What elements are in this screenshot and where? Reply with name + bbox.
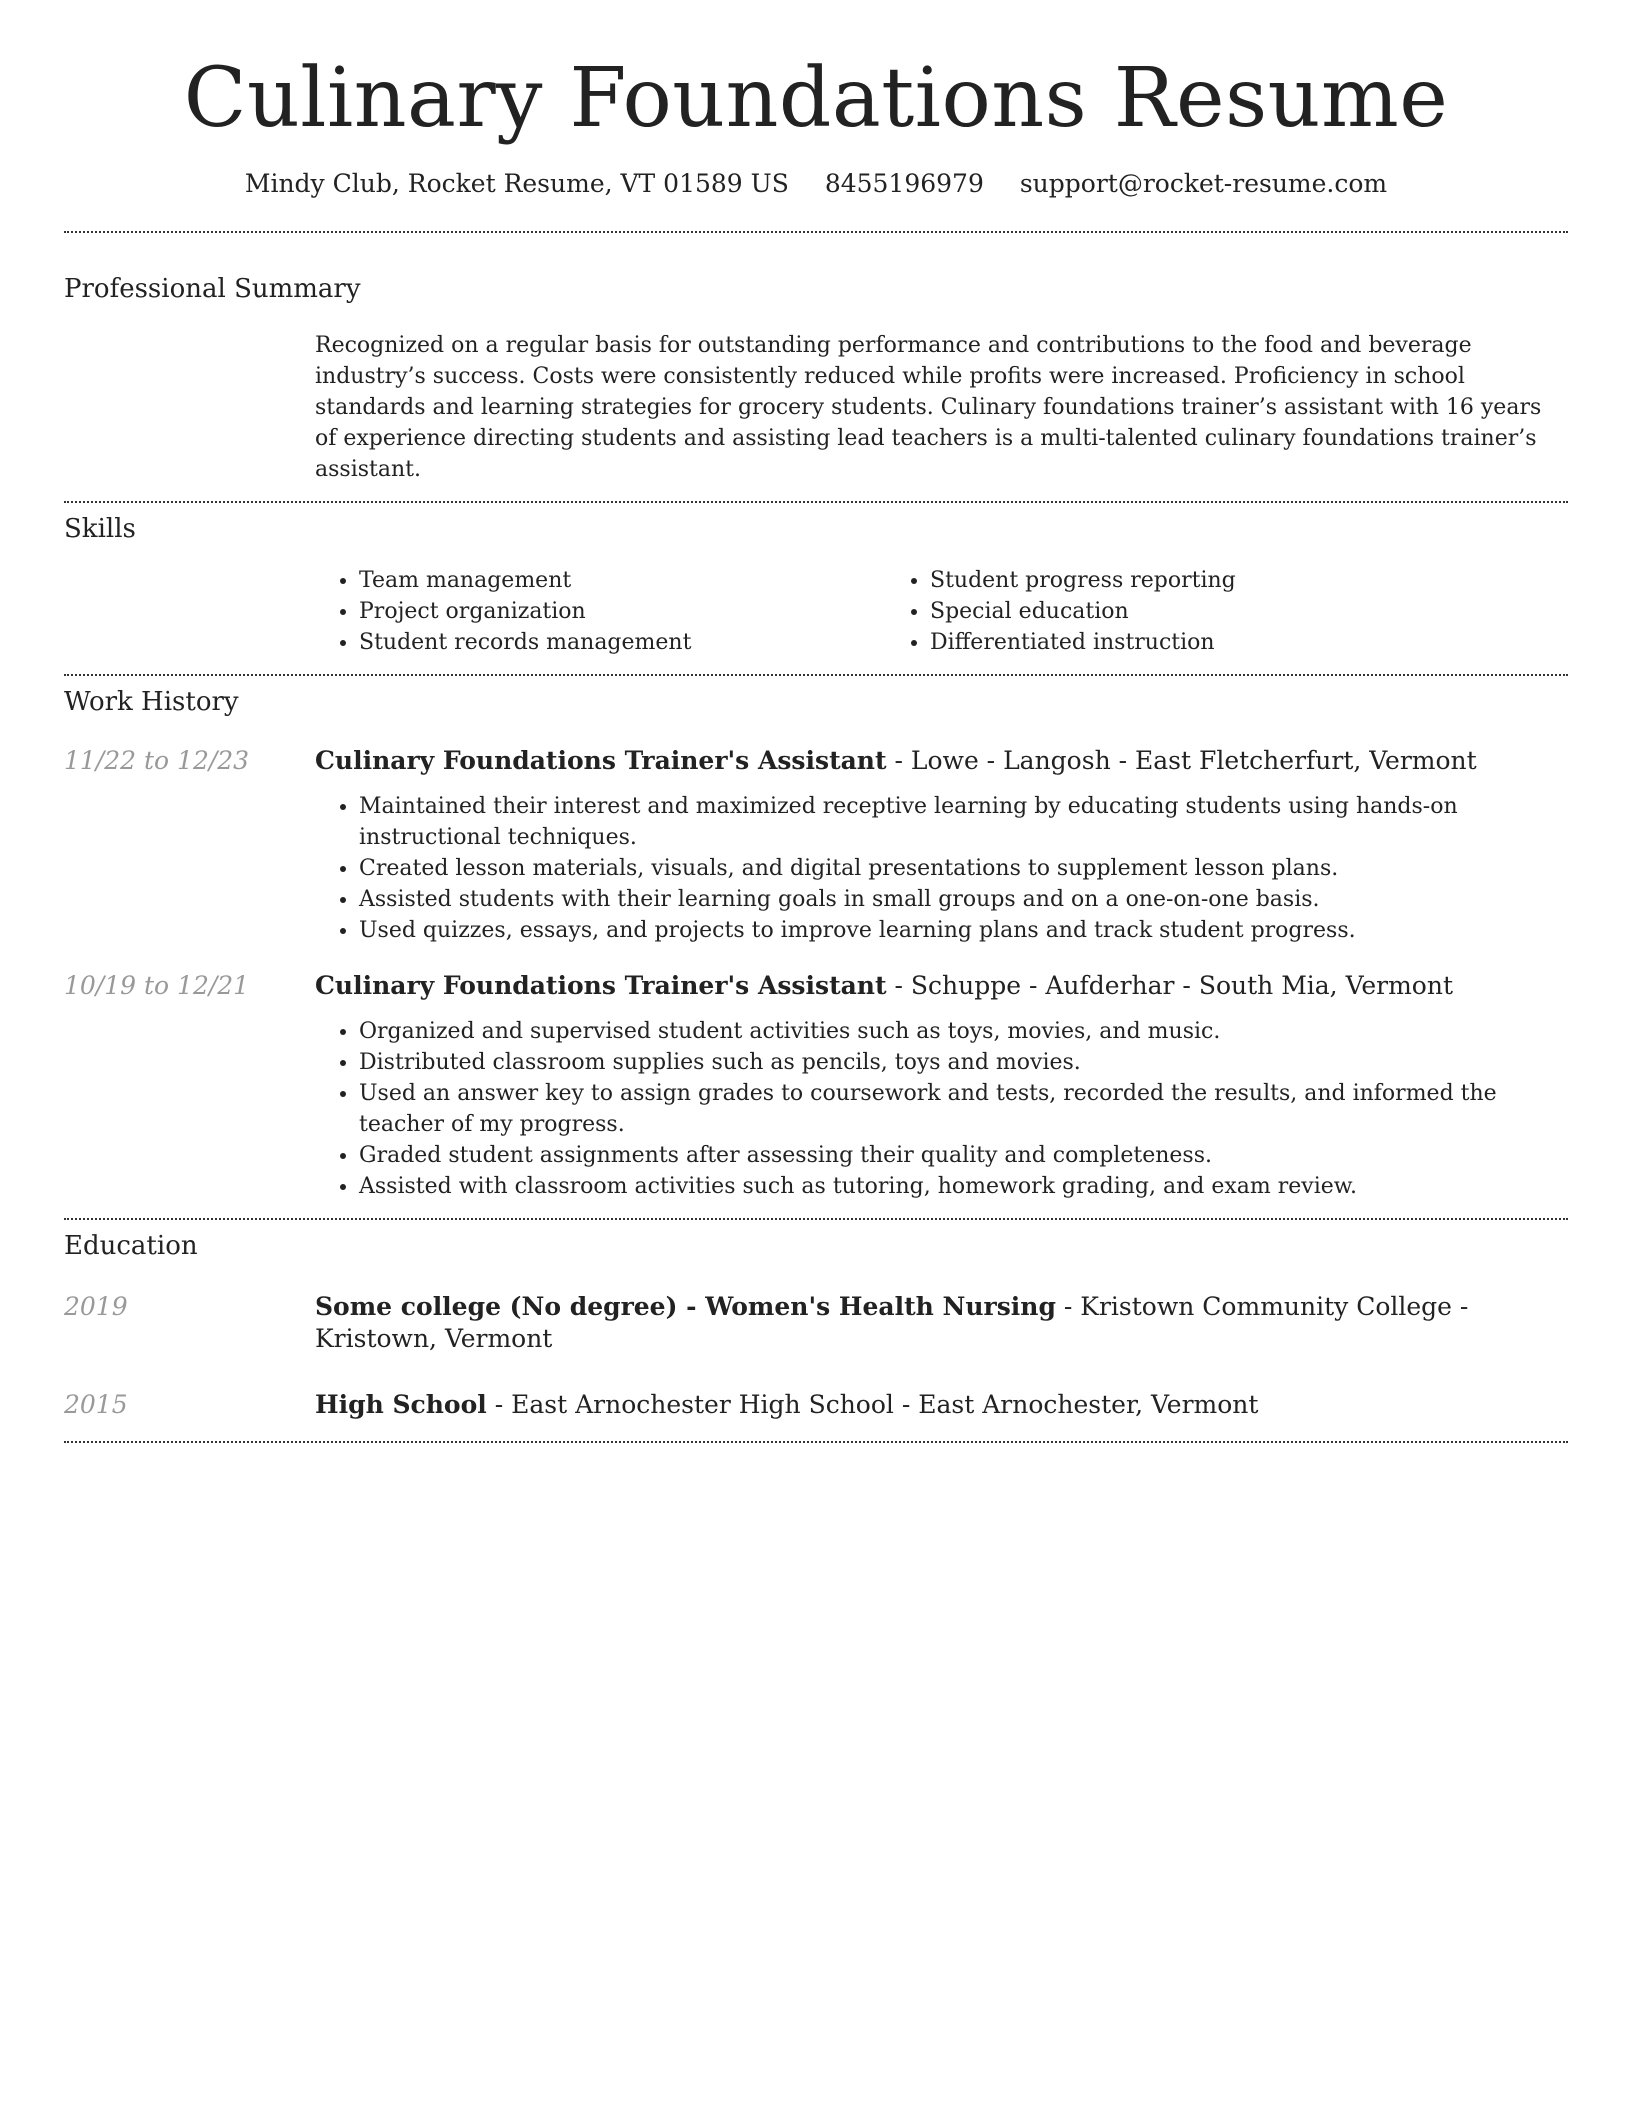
- job-bullet: • Assisted students with their learning goals in small groups and on a one-on-one basis.: [359, 884, 1568, 915]
- job-bullet: • Created lesson materials, visuals, and digital presentations to supplement lesson plans.: [359, 853, 1568, 884]
- skill-item: • Differentiated instruction: [930, 627, 1457, 658]
- education-year: 2015: [64, 1390, 128, 1420]
- skill-item: • Student progress reporting: [930, 565, 1457, 596]
- divider: [64, 1218, 1568, 1220]
- skill-item: • Student records management: [359, 627, 886, 658]
- job-role: Culinary Foundations Trainer's Assistant: [315, 971, 887, 1001]
- job-entry: [64, 970, 1568, 1202]
- skills-column-left: [315, 565, 886, 658]
- skill-item: • Project organization: [359, 596, 886, 627]
- divider: [64, 501, 1568, 503]
- job-bullet: • Maintained their interest and maximized receptive learning by educating students using hands-on instructional techniques.: [359, 791, 1568, 853]
- job-dates: 11/22 to 12/23: [64, 746, 250, 776]
- work-section: [64, 686, 1568, 1202]
- summary-heading: Professional Summary: [64, 273, 361, 304]
- skill-item: • Team management: [359, 565, 886, 596]
- skills-list: [315, 565, 1568, 658]
- job-bullets: [315, 1016, 1568, 1202]
- education-heading: Education: [64, 1231, 198, 1262]
- education-year: 2019: [64, 1292, 128, 1322]
- job-entry: [64, 745, 1568, 946]
- divider: [64, 231, 1568, 233]
- job-dates: 10/19 to 12/21: [64, 971, 250, 1001]
- job-role: Culinary Foundations Trainer's Assistant: [315, 746, 887, 776]
- job-bullet: • Graded student assignments after assessing their quality and completeness.: [359, 1140, 1568, 1171]
- work-heading: Work History: [64, 687, 239, 718]
- education-degree: High School: [315, 1390, 487, 1420]
- job-employer: - Lowe - Langosh - East Fletcherfurt, Vermont: [886, 746, 1477, 776]
- divider: [64, 1441, 1568, 1443]
- skills-column-right: [886, 565, 1457, 658]
- job-bullets: [315, 791, 1568, 946]
- education-entry: [64, 1291, 1568, 1355]
- job-heading: [315, 745, 1477, 777]
- job-employer: - Schuppe - Aufderhar - South Mia, Vermont: [886, 971, 1453, 1001]
- education-heading-line: [315, 1291, 1568, 1355]
- job-bullet: • Used an answer key to assign grades to coursework and tests, recorded the results, and informed the teacher of my progress.: [359, 1078, 1568, 1140]
- summary-section: [64, 273, 1568, 485]
- education-section: [64, 1230, 1568, 1421]
- job-bullet: • Used quizzes, essays, and projects to improve learning plans and track student progress.: [359, 915, 1568, 946]
- job-bullet: • Assisted with classroom activities such as tutoring, homework grading, and exam review.: [359, 1171, 1568, 1202]
- contact-phone: 8455196979: [824, 169, 984, 199]
- skills-section: [64, 513, 1568, 659]
- education-entry: [64, 1389, 1568, 1421]
- education-school: - East Arnochester High School - East Arnochester, Vermont: [486, 1390, 1259, 1420]
- education-school: - Kristown Community College - Kristown, Vermont: [315, 1292, 1469, 1354]
- contact-address: Mindy Club, Rocket Resume, VT 01589 US: [244, 169, 789, 199]
- contact-line: [64, 168, 1568, 201]
- job-heading: [315, 970, 1453, 1002]
- summary-text: Recognized on a regular basis for outstanding performance and contributions to the food and beverage industry’s success. Costs were consistently reduced while profits were increased. Proficiency in school standards and learning strategies for grocery students. Culinary foundations trainer’s assistant with 16 years of experience directing students and assisting lead teachers is a multi-talented culinary foundations trainer’s assistant.: [315, 332, 1542, 482]
- divider: [64, 674, 1568, 676]
- job-bullet: • Distributed classroom supplies such as pencils, toys and movies.: [359, 1047, 1568, 1078]
- education-degree: Some college (No degree) - Women's Health Nursing: [315, 1292, 1056, 1322]
- education-heading-line: [315, 1389, 1258, 1421]
- contact-email: support@rocket-resume.com: [1019, 169, 1388, 199]
- resume-title: Culinary Foundations Resume: [183, 51, 1449, 146]
- skills-heading: Skills: [64, 513, 136, 544]
- job-bullet: • Organized and supervised student activities such as toys, movies, and music.: [359, 1016, 1568, 1047]
- skill-item: • Special education: [930, 596, 1457, 627]
